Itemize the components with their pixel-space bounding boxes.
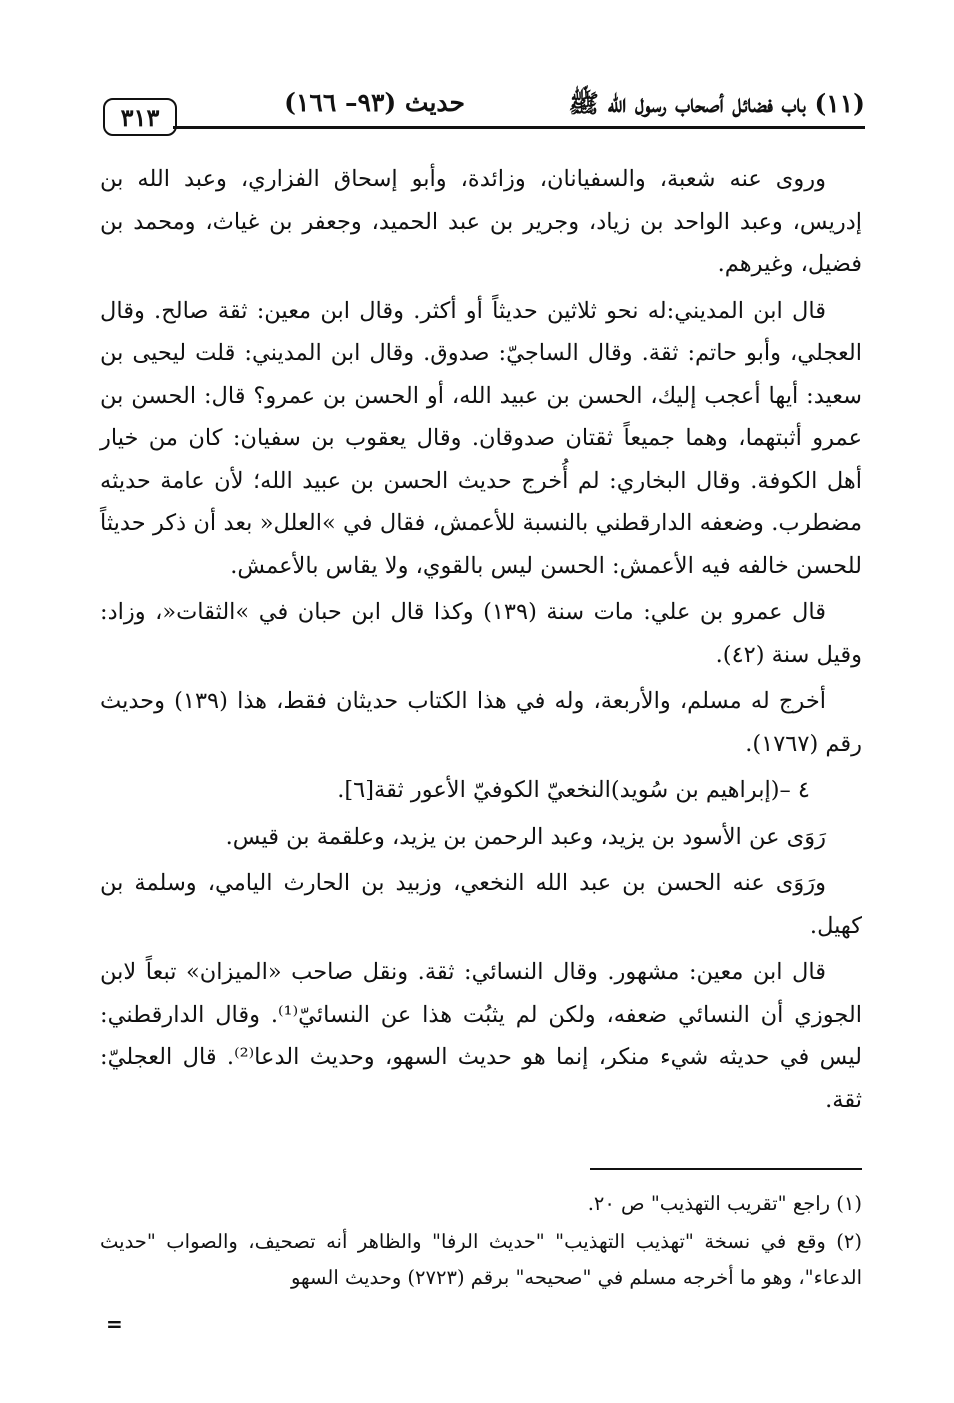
- chapter-title: (١١) باب فضائل أصحاب رسول الله ﷺ: [568, 89, 865, 118]
- footnote: (٢) وقع في نسخة "تهذيب التهذيب" "حديث الرفا" والظاهر أنه تصحيف، والصواب "حديث الدعاء"، وهو ما أخرجه مسلم في "صحيحه" برقم (٢٧٢٣) وحديث السهو: [100, 1230, 862, 1289]
- paragraph: رَوَى عن الأسود بن يزيد، وعبد الرحمن بن يزيد، وعلقمة بن قيس.: [225, 823, 826, 850]
- page-number-box: [103, 98, 177, 136]
- paragraph: قال عمرو بن علي: مات سنة (١٣٩) وكذا قال ابن حبان في »الثقات«، وزاد: وقيل سنة (٤٢).: [100, 599, 862, 668]
- paragraph: قال ابن معين: مشهور. وقال النسائي: ثقة. ونقل صاحب «الميزان» تبعاً لابن الجوزي أن النسائي ضعفه، ولكن لم يثبُت هذا عن النسائيّ⁽¹⁾. وقال الدارقطني: ليس في حديثه شيء منكر، إنما هو حديث السهو، وحديث الدعا⁽²⁾. قال العجليّ: ثقة.: [100, 959, 862, 1113]
- page-header: [95, 82, 865, 134]
- footnote: (١) راجع "تقريب التهذيب" ص ٢٠.: [587, 1192, 862, 1215]
- header-rule: [173, 126, 865, 129]
- main-text: [100, 158, 862, 1125]
- footnotes: [100, 1186, 862, 1298]
- entry-heading: ٤ –(إبراهيم بن سُويد)النخعيّ الكوفيّ الأعور ثقة[٦].: [337, 777, 810, 803]
- footnote-rule: [590, 1168, 862, 1170]
- paragraph: أخرج له مسلم، والأربعة، وله في هذا الكتاب حديثان فقط، هذا (١٣٩) وحديث رقم (١٧٦٧).: [100, 688, 862, 757]
- paragraph: وروى عنه شعبة، والسفيانان، وزائدة، وأبو إسحاق الفزاري، وعبد الله بن إدريس، وعبد الواحد بن زياد، وجرير بن عبد الحميد، وجعفر بن غياث، ومحمد بن فضيل، وغيرهم.: [100, 166, 862, 277]
- page-number: ٣١٣: [120, 102, 160, 132]
- paragraph: قال ابن المديني:له نحو ثلاثين حديثاً أو أكثر. وقال ابن معين: ثقة صالح. وقال العجلي، وأبو حاتم: ثقة. وقال الساجيّ: صدوق. وقال ابن المديني: قلت ليحيى بن سعيد: أيها أعجب إليك، الحسن بن عبيد الله، أو الحسن بن عمرو؟ قال: الحسن بن عمرو أثبتهما، وهما جميعاً ثقتان صدوقان. وقال يعقوب بن سفيان: كان من خيار أهل الكوفة. وقال البخاري: لم أُخرج حديث الحسن بن عبيد الله؛ لأن عامة حديثه مضطرب. وضعفه الدارقطني بالنسبة للأعمش، فقال في »العلل« بعد أن ذكر حديثاً للحسن خالفه فيه الأعمش: الحسن ليس بالقوي، ولا يقاس بالأعمش.: [100, 297, 862, 579]
- continuation-mark: =: [106, 1312, 123, 1336]
- hadith-range: حديث (٩٣– ١٦٦): [284, 88, 465, 117]
- paragraph: ورَوَى عنه الحسن بن عبد الله النخعي، وزبيد بن الحارث اليامي، وسلمة بن كهيل.: [100, 870, 862, 939]
